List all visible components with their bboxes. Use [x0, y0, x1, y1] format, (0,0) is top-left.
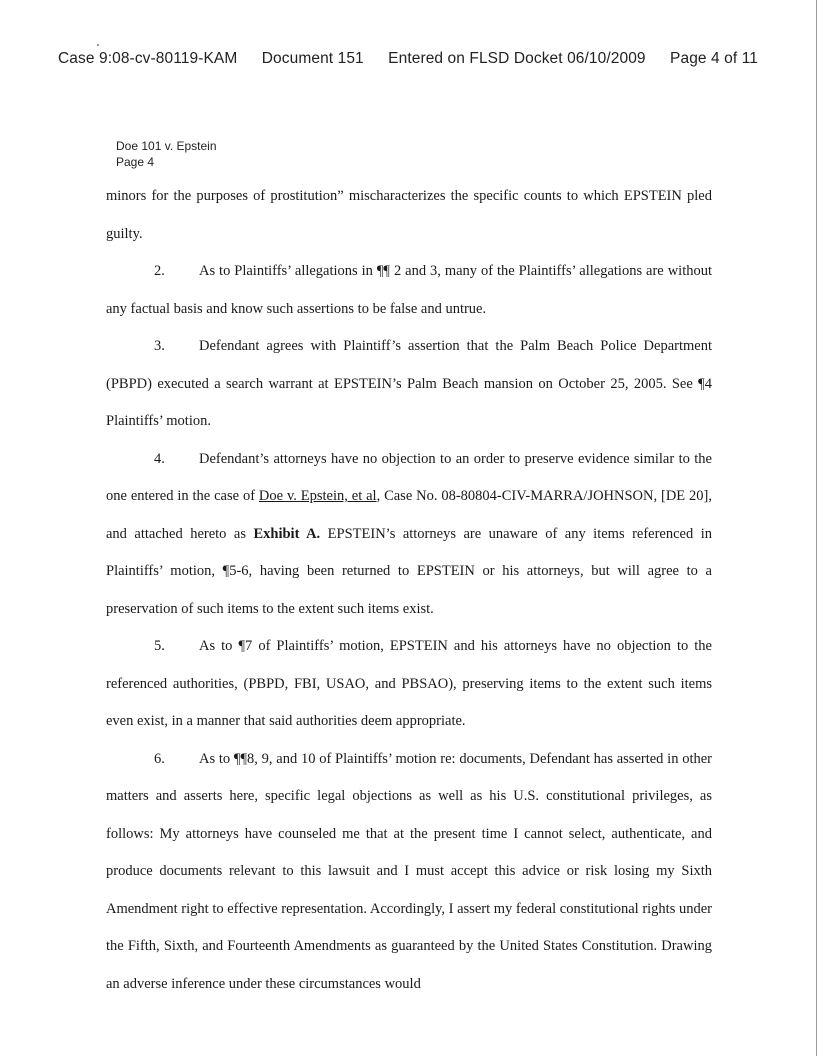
exhibit-reference: Exhibit A.	[253, 525, 321, 542]
paragraph-2	[106, 253, 712, 328]
paragraph-text: , Case No. 08-80804-CIV-MARRA/JOHNSON, [DE 20], and attached hereto as	[106, 488, 712, 542]
paragraph-text: As to Plaintiffs’ allegations in ¶¶ 2 and 3, many of the Plaintiffs’ allegations are without any factual basis and know such assertions to be false and untrue.	[106, 263, 712, 317]
paragraph-number: 6.	[154, 750, 165, 767]
paragraph-5	[106, 628, 712, 741]
case-citation: Doe v. Epstein, et al	[258, 488, 377, 504]
paragraph-number: 5.	[154, 638, 165, 654]
paragraph-text: Defendant agrees with Plaintiff’s assertion that the Palm Beach Police Department (PBPD) executed a search warrant at EPSTEIN’s Palm Beach mansion on October 25, 2005. See ¶4 Plaintiffs’ motion.	[106, 338, 712, 429]
paragraph-text: EPSTEIN’s attorneys are unaware of any items referenced in Plaintiffs’ motion, ¶5-6, having been returned to EPSTEIN or his attorneys, but will agree to a preservation of such items to the extent such items exist.	[106, 525, 712, 617]
caption-page: Page 4	[116, 155, 155, 169]
caption-title: Doe 101 v. Epstein	[116, 139, 217, 153]
paragraph-text: As to ¶7 of Plaintiffs’ motion, EPSTEIN and his attorneys have no objection to the referenced authorities, (PBPD, FBI, USAO, and PBSAO), preserving items to the extent such items even exist, in a manner that said authorities deem appropriate.	[106, 638, 712, 729]
paragraph-4	[106, 441, 712, 629]
page-counter: Page 4 of 11	[670, 50, 758, 67]
docket-entry: Entered on FLSD Docket 06/10/2009	[388, 50, 646, 67]
paragraph-number: 4.	[154, 450, 165, 467]
document-number: Document 151	[261, 50, 364, 67]
paragraph-text: Defendant’s attorneys have no objection to an order to preserve evidence similar to the one entered in the case of	[106, 450, 712, 504]
docket-header	[58, 50, 758, 68]
case-caption	[116, 138, 217, 170]
scan-speck	[97, 44, 99, 46]
paragraph-continued	[106, 178, 712, 253]
paragraph-text: As to ¶¶8, 9, and 10 of Plaintiffs’ motion re: documents, Defendant has asserted in other matters and asserts here, specific legal objections as well as his U.S. constitutional privileges, as follows: My attorneys have counseled me that at the present time I cannot select, authenticate, and produce documents relevant to this lawsuit and I must accept this advice or risk losing my Sixth Amendment right to effective representation. Accordingly, I assert my federal constitutional rights under the Fifth, Sixth, and Fourteenth Amendments as guaranteed by the United States Constitution. Drawing an adverse inference under these circumstances would	[106, 750, 712, 992]
paragraph-6	[106, 741, 712, 1004]
case-number: Case 9:08-cv-80119-KAM	[58, 50, 238, 67]
paragraph-number: 3.	[154, 338, 165, 354]
paragraph-text: minors for the purposes of prostitution” mischaracterizes the specific counts to which EPSTEIN pled guilty.	[106, 188, 712, 242]
paragraph-3	[106, 328, 712, 441]
document-body	[106, 178, 712, 1003]
paragraph-number: 2.	[154, 263, 165, 279]
